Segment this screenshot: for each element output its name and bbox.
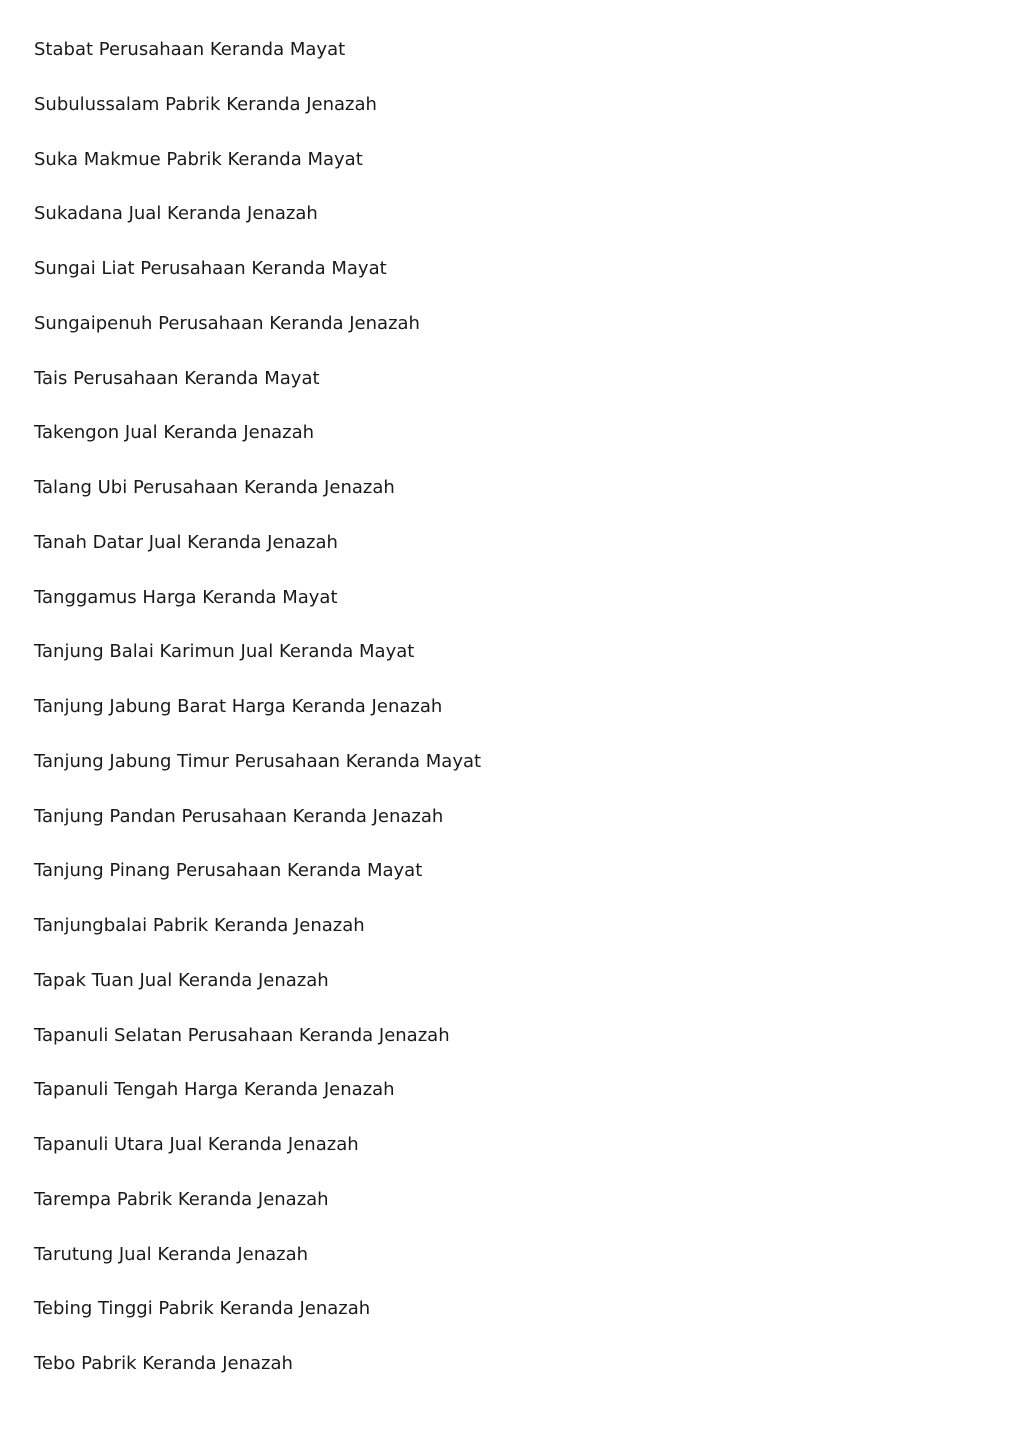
list-item: Tanjung Jabung Barat Harga Keranda Jenazah	[34, 696, 443, 717]
list-item: Tebo Pabrik Keranda Jenazah	[34, 1353, 293, 1374]
list-item: Stabat Perusahaan Keranda Mayat	[34, 39, 346, 60]
list-item: Talang Ubi Perusahaan Keranda Jenazah	[34, 477, 395, 498]
list-item: Tebing Tinggi Pabrik Keranda Jenazah	[34, 1298, 371, 1320]
list-item: Tapanuli Selatan Perusahaan Keranda Jenazah	[34, 1024, 450, 1046]
list-item: Tapak Tuan Jual Keranda Jenazah	[34, 969, 329, 991]
list-item: Tanah Datar Jual Keranda Jenazah	[34, 531, 338, 553]
list-item: Tanjung Pandan Perusahaan Keranda Jenazah	[34, 805, 444, 827]
list-item: Sungaipenuh Perusahaan Keranda Jenazah	[34, 312, 420, 334]
list-item: Sukadana Jual Keranda Jenazah	[34, 203, 318, 225]
list-item: Tais Perusahaan Keranda Mayat	[34, 367, 320, 389]
list-item: Tanjung Pinang Perusahaan Keranda Mayat	[34, 860, 423, 882]
list-item: Tanjung Jabung Timur Perusahaan Keranda Mayat	[34, 750, 482, 772]
location-list	[34, 36, 481, 1405]
list-item: Suka Makmue Pabrik Keranda Mayat	[34, 148, 363, 170]
list-item: Takengon Jual Keranda Jenazah	[34, 422, 315, 444]
list-item: Tarutung Jual Keranda Jenazah	[34, 1243, 309, 1265]
list-item: Tarempa Pabrik Keranda Jenazah	[34, 1188, 329, 1210]
list-item: Tapanuli Utara Jual Keranda Jenazah	[34, 1134, 359, 1155]
list-item: Sungai Liat Perusahaan Keranda Mayat	[34, 258, 387, 279]
list-item: Tanggamus Harga Keranda Mayat	[34, 586, 338, 608]
list-item: Tanjungbalai Pabrik Keranda Jenazah	[34, 915, 365, 936]
list-item: Tapanuli Tengah Harga Keranda Jenazah	[34, 1079, 395, 1101]
list-item: Tanjung Balai Karimun Jual Keranda Mayat	[34, 641, 415, 663]
list-item: Subulussalam Pabrik Keranda Jenazah	[34, 93, 377, 115]
